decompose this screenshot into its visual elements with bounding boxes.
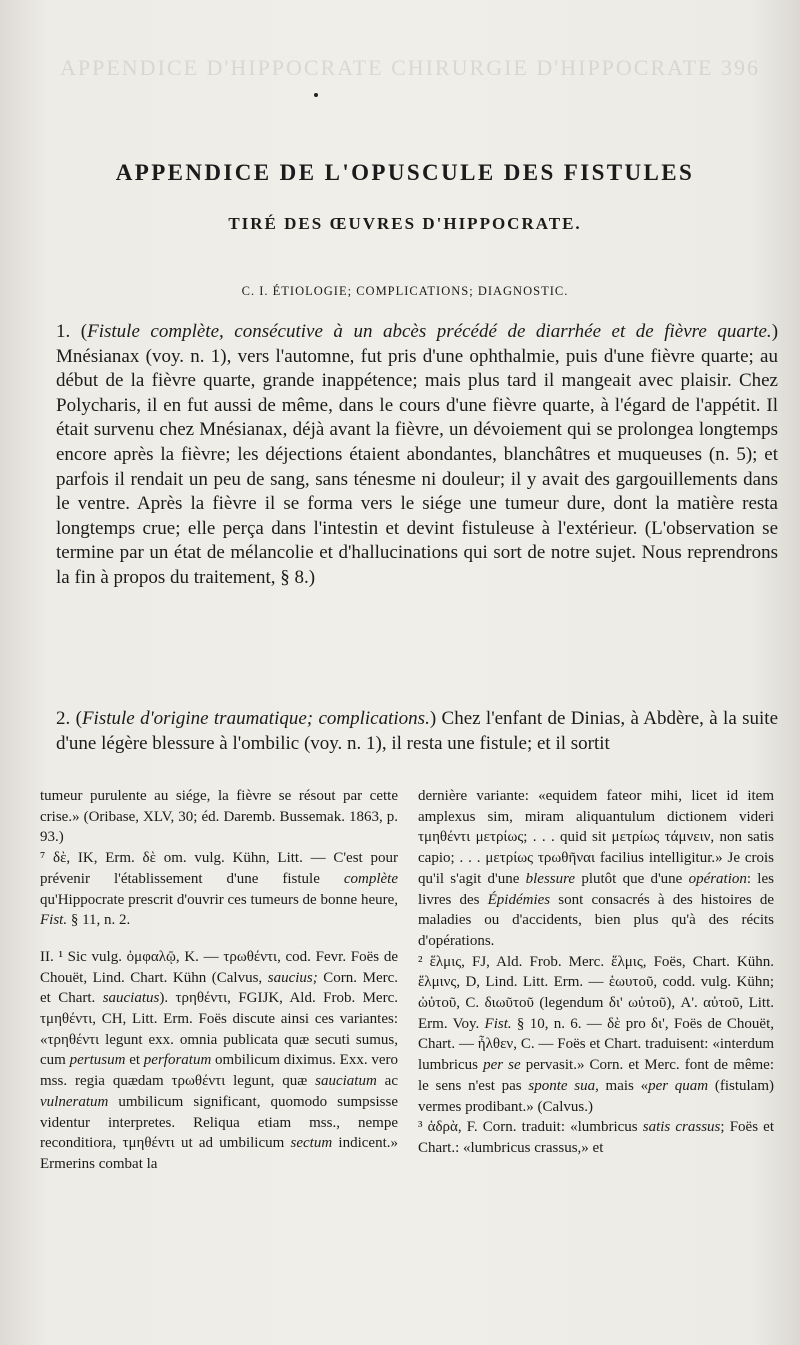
footnote-italic: sauciatus <box>102 990 160 1007</box>
footnote-text: ; Foës et Chart.: «lumbricus crassus,» et <box>418 1119 774 1156</box>
section-heading: C. I. ÉTIOLOGIE; COMPLICATIONS; DIAGNOSTIC. <box>241 284 569 298</box>
footnote-text: (fistulam) vermes prodibant.» (Calvus.) <box>418 1077 775 1115</box>
footnote-text: indicent.» Ermerins combat la <box>40 1135 399 1172</box>
footnote-text: § 10, n. 6. — δὲ pro δι', Foës de Chouët, Chart. — ἦλθεν, C. — Foës et Chart. traduisent: «interdum lumbricus <box>418 1015 774 1074</box>
footnote-text: ³ ἁδρὰ, F. Corn. traduit: «lumbricus <box>418 1119 643 1136</box>
paragraph-1-body: ) Mnésianax (voy. n. 1), vers l'automne, fut pris d'une ophthalmie, puis d'une fièvre quarte; au début de la fièvre quarte, grande inappétence; mais plus tard il mangeait avec plaisir. Chez Polycharis, il en fut aussi de même, dans le cours d'une fièvre quarte, à l'égard de l'appétit. Il était survenu chez Mnésianax, déjà avant la fièvre, un dévoiement qui se prolongea longtemps encore après la fièvre; les déjections étaient abondantes, blanchâtres et muqueuses (n. 5); et parfois il rendait un peu de sang, sans ténesme ni douleur; il y avait des gargouillements dans le ventre. Après la fièvre il se forma vers le siége une tumeur dure, dont la matière resta longtemps crue; elle perça dans l'intestin et devint fistuleuse à l'extérieur. (L'observation se termine par un état de mélancolie et d'hallucinations qui sort de notre sujet. Nous reprendrons la fin à propos du traitement, § 8.) <box>56 321 779 588</box>
paragraph-1-rubric: Fistule complète, consécutive à un abcès précédé de diarrhée et de fièvre quarte. <box>87 321 772 342</box>
footnote-text: ombilicum diximus. Exx. vero mss. regia quædam τρωθέντι legunt, quæ <box>40 1052 399 1090</box>
footnote-italic: sponte sua <box>528 1077 596 1094</box>
bleed-through-text: APPENDICE D'HIPPOCRATE CHIRURGIE D'HIPPOCRATE 396 <box>60 55 760 80</box>
footnote-text: ² ἕλμις, FJ, Ald. Frob. Merc. ἕλμις, Foës, Chart. Kühn. ἕλμινς, D, Lind. Litt. Erm. — ἑωυτοῦ, codd. vulg. Kühn; ὠὐτοῦ, C. διωῦτοῦ (legendum δι' ωὐτοῦ), A'. αὐτοῦ, Litt. Erm. Voy. <box>418 953 774 1032</box>
footnote-text: plutôt que d'une <box>575 870 689 887</box>
footnote-italic: pertusum <box>69 1052 126 1069</box>
footnote-italic: saucius; <box>267 969 318 986</box>
footnote-7-text: qu'Hippocrate prescrit d'ouvrir ces tumeurs de bonne heure, <box>40 891 398 908</box>
footnote-text: , mais « <box>595 1077 649 1094</box>
page-subtitle: TIRÉ DES ŒUVRES D'HIPPOCRATE. <box>228 214 582 233</box>
footnote-text: umbilicum significant, quomodo sumpsisse videntur interpretes. Reliqua etiam mss., nempe reconditiora, τμηθέντι ut ad umbilicum <box>40 1093 398 1152</box>
note-gap <box>40 931 398 947</box>
footnote-italic: sauciatum <box>315 1073 377 1090</box>
footnote-italic: vulneratum <box>40 1093 109 1110</box>
footnote-7 <box>40 848 398 931</box>
footnote-italic: per quam <box>648 1077 709 1094</box>
ink-dot <box>314 93 318 97</box>
paragraph-1-number: 1. ( <box>56 321 88 342</box>
footnote-7-text: ⁷ δὲ, IK, Erm. δὲ om. vulg. Kühn, Litt. — C'est pour prévenir l'établissement d'une fistule <box>40 850 398 887</box>
footnote-text: II. ¹ Sic vulg. ὀμφαλῷ, K. — τρωθέντι, cod. Fevr. Foës de Chouët, Lind. Chart. Kühn (Calvus, <box>40 948 398 986</box>
footnote-continuation-right <box>418 786 774 952</box>
paragraph-2-body: ) Chez l'enfant de Dinias, à Abdère, à la suite d'une légère blessure à l'ombilic (voy. n. 1), il resta une fistule; et il sortit <box>56 708 779 754</box>
page-title: APPENDICE DE L'OPUSCULE DES FISTULES <box>115 160 695 185</box>
footnote-italic: satis crassus <box>642 1119 721 1136</box>
footnote-text: ac <box>376 1073 398 1090</box>
footnote-text: : les livres des <box>418 870 774 908</box>
footnote-text: et <box>125 1052 144 1069</box>
footnote-italic: opération <box>688 870 747 887</box>
footnote-italic: Épidémies <box>487 891 551 908</box>
footnote-7-ref: Fist. <box>40 912 68 929</box>
footnote-2 <box>418 952 774 1118</box>
footnote-II-1 <box>40 947 398 1175</box>
footnote-italic: blessure <box>525 870 576 887</box>
footnote-italic: perforatum <box>143 1052 212 1069</box>
footnote-italic: sectum <box>290 1135 333 1152</box>
footnote-text: pervasit.» Corn. et Merc. font de même: le sens n'est pas <box>418 1057 774 1094</box>
footnote-text: Corn. Merc. et Chart. <box>40 969 399 1007</box>
footnote-continuation: tumeur purulente au siége, la fièvre se résout par cette crise.» (Oribase, XLV, 30; éd. Daremb. Bussemak. 1863, p. 93.) <box>40 788 398 846</box>
paragraph-2-rubric: Fistule d'origine traumatique; complications. <box>81 708 430 729</box>
paragraph-1 <box>56 320 778 591</box>
paragraph-2 <box>56 707 778 756</box>
footnotes-right-column <box>418 786 774 1159</box>
footnote-3 <box>418 1117 774 1158</box>
footnotes-left-column <box>40 786 398 1175</box>
footnote-italic: per se <box>483 1057 521 1074</box>
footnote-7-italic: complète <box>343 870 398 887</box>
footnote-text: dernière variante: «equidem fateor mihi, licet id item amplexus sim, miram aliquantulum dictionem videri τμηθέντι μετρίως; . . . quid sit μετρίως τάμνειν, non satis capio; . . . μετρίως τρωθῆναι facilius intelligitur.» Je crois qu'il s'agit d'une <box>418 788 774 887</box>
footnote-7-text: § 11, n. 2. <box>67 912 131 929</box>
footnote-italic: Fist. <box>484 1015 512 1032</box>
footnote-text: ). τρηθέντι, FGIJK, Ald. Frob. Merc. τμηθέντι, CH, Litt. Erm. Foës discute ainsi ces variantes: «τρηθέντι legunt exx. omnia publicata quæ secuti sumus, cum <box>40 990 398 1069</box>
paragraph-2-number: 2. ( <box>56 708 82 729</box>
footnote-text: sont consacrés à des histoires de maladies ou d'accidents, bien plus qu'à des récits d'opérations. <box>418 891 774 949</box>
